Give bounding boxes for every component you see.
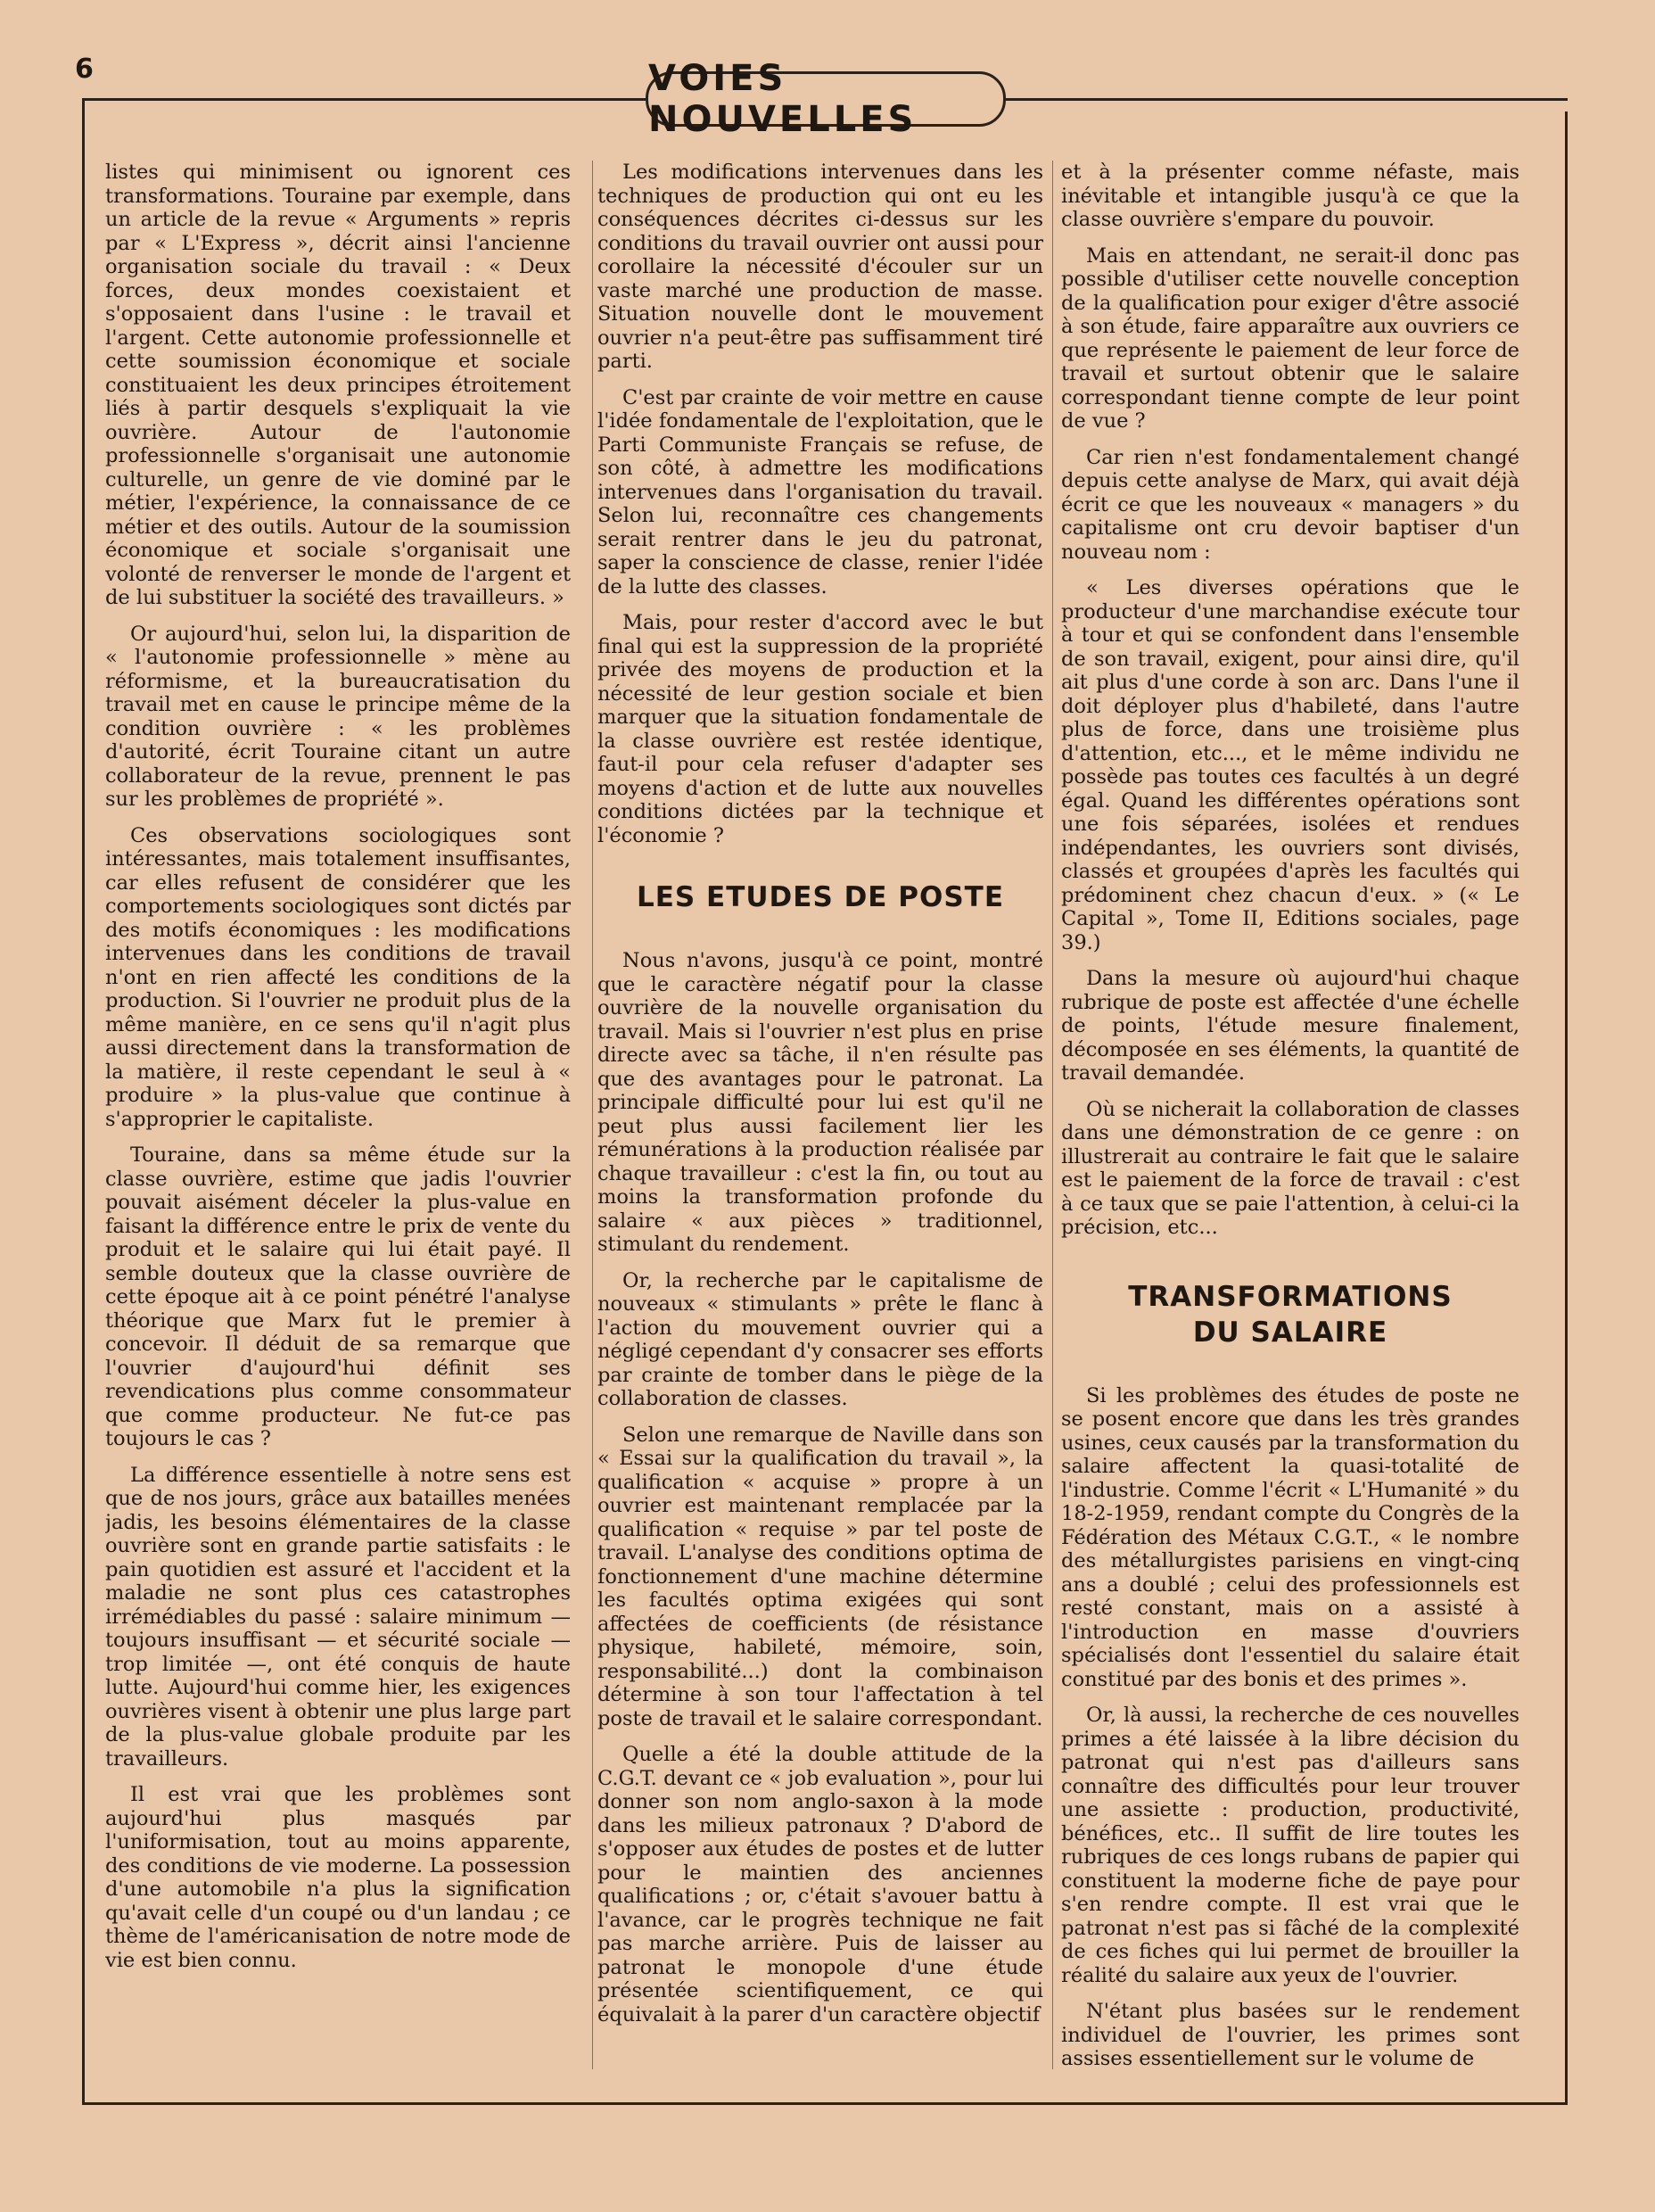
- paragraph: « Les diverses opérations que le producteur d'une marchandise exécute tour à tour et qui se confondent dans l'ensemble de son travail, exigent, pour ainsi dire, qu'il ait plus d'une corde à son arc. Dans l'une il doit déployer plus d'habileté, dans l'autre plus de force, dans une troisième plus d'attention, etc..., et le même individu ne possède pas toutes ces facultés à un degré égal. Quand les différentes opérations sont une fois séparées, isolées et rendues indépendantes, les ouvriers sont divisés, classés et groupées d'après les facultés qui prédominent chez chacun d'eux. » (« Le Capital », Tome II, Editions sociales, page 39.): [1061, 576, 1519, 954]
- section-heading: [1061, 1279, 1519, 1350]
- page-number: 6: [75, 54, 94, 85]
- paragraph: Or, la recherche par le capitalisme de nouveaux « stimulants » prête le flanc à l'action du mouvement ouvrier qui a négligé cependant d'y consacrer ses efforts par crainte de tomber dans le piège de la collaboration de classes.: [597, 1268, 1043, 1410]
- column-divider: [1052, 161, 1053, 2069]
- top-rule-right: [1006, 98, 1568, 101]
- section-heading-line: DU SALAIRE: [1192, 1316, 1388, 1349]
- frame-right-border: [1565, 111, 1568, 2105]
- paragraph: Si les problèmes des études de poste ne se posent encore que dans les très grandes usines, ceux causés par la transformation du salaire affectent la quasi-totalité de l'industrie. Comme l'écrit « L'Humanité » du 18-2-1959, rendant compte du Congrès de la Fédération des Métaux C.G.T., « le nombre des métallurgistes parisiens en vingt-cinq ans a doublé ; celui des professionnels est resté constant, mais on a assisté à l'introduction en masse d'ouvriers spécialisés dont l'essentiel du salaire était constitué par des bonis et des primes ».: [1061, 1383, 1519, 1691]
- masthead-title: VOIES NOUVELLES: [646, 71, 1006, 127]
- paragraph: Or, là aussi, la recherche de ces nouvelles primes a été laissée à la libre décision du patronat qui n'est pas d'ailleurs sans connaître des difficultés pour leur trouver une assiette : production, productivité, bénéfices, etc.. Il suffit de lire toutes les rubriques de ces longs rubans de papier qui constituent la moderne fiche de paye pour s'en rendre compte. Il est vrai que le patronat n'est pas si fâché de la complexité de ces fiches qui lui permet de brouiller la réalité du salaire aux yeux de l'ouvrier.: [1061, 1704, 1519, 1987]
- paragraph: Car rien n'est fondamentalement changé depuis cette analyse de Marx, qui avait déjà écrit ce que les nouveaux « managers » du capitalisme ont cru devoir baptiser d'un nouveau nom :: [1061, 445, 1519, 564]
- paragraph: Mais en attendant, ne serait-il donc pas possible d'utiliser cette nouvelle conception de la qualification pour exiger d'être associé à son étude, faire apparaître aux ouvriers ce que représente le paiement de leur force de travail et surtout obtenir que le salaire correspondant tienne compte de leur point de vue ?: [1061, 243, 1519, 433]
- paragraph: Nous n'avons, jusqu'à ce point, montré que le caractère négatif pour la classe ouvrière de la nouvelle organisation du travail. Mais si l'ouvrier n'est plus en prise directe avec sa tâche, il n'en résulte pas que des avantages pour le patronat. La principale difficulté pour lui est qu'il ne peut plus aussi facilement lier les rémunérations à la production réalisée par chaque travailleur : c'est la fin, ou tout au moins la transformation profonde du salaire « aux pièces » traditionnel, stimulant du rendement.: [597, 949, 1043, 1256]
- paragraph: C'est par crainte de voir mettre en cause l'idée fondamentale de l'exploitation, que le Parti Communiste Français se refuse, de son côté, à admettre les modifications intervenues dans l'organisation du travail. Selon lui, reconnaître ces changements serait rentrer dans le jeu du patronat, saper la conscience de classe, renier l'idée de la lutte des classes.: [597, 385, 1043, 598]
- article-column-2: [597, 161, 1043, 2069]
- section-heading: LES ETUDES DE POSTE: [637, 881, 1004, 913]
- article-column-1: [105, 161, 571, 2069]
- paragraph: listes qui minimisent ou ignorent ces transformations. Touraine par exemple, dans un article de la revue « Arguments » repris par « L'Express », décrit ainsi l'ancienne organisation sociale du travail : « Deux forces, deux mondes coexistaient et s'opposaient dans l'usine : le travail et l'argent. Cette autonomie professionnelle et cette soumission économique et sociale constituaient les deux principes étroitement liés à partir desquels s'expliquait la vie ouvrière. Autour de l'autonomie professionnelle s'organisait une autonomie culturelle, un genre de vie dominé par le métier, l'expérience, la connaissance de ce métier et des outils. Autour de la soumission économique et sociale s'organisait une volonté de renverser le monde de l'argent et de lui substituer la société des travailleurs. »: [105, 161, 571, 609]
- frame-bottom-border: [82, 2102, 1568, 2105]
- paragraph: Or aujourd'hui, selon lui, la disparition de « l'autonomie professionnelle » mène au réformisme, et la bureaucratisation du travail met en cause le principe même de la condition ouvrière : « les problèmes d'autorité, écrit Touraine citant un autre collaborateur de la revue, prennent le pas sur les problèmes de propriété ».: [105, 622, 571, 811]
- paragraph: Dans la mesure où aujourd'hui chaque rubrique de poste est affectée d'une échelle de points, l'étude mesure finalement, décomposée en ses éléments, la quantité de travail demandée.: [1061, 967, 1519, 1085]
- paragraph: N'étant plus basées sur le rendement individuel de l'ouvrier, les primes sont assises essentiellement sur le volume de: [1061, 2000, 1519, 2069]
- article-column-3: [1061, 161, 1519, 2069]
- paragraph: Les modifications intervenues dans les techniques de production qui ont eu les conséquences décrites ci-dessus sur les conditions du travail ouvrier ont aussi pour corollaire la nécessité d'écouler sur un vaste marché une production de masse. Situation nouvelle dont le mouvement ouvrier n'a peut-être pas suffisamment tiré parti.: [597, 161, 1043, 373]
- paragraph: Quelle a été la double attitude de la C.G.T. devant ce « job evaluation », pour lui donner son nom anglo-saxon à la mode dans les milieux patronaux ? D'abord de s'opposer aux études de postes et de lutter pour le maintien des anciennes qualifications ; or, c'était s'avouer battu à l'avance, car le progrès technique ne fait pas marche arrière. Puis de laisser au patronat le monopole d'une étude présentée scientifiquement, ce qui équivalait à la parer d'un caractère objectif: [597, 1743, 1043, 2026]
- paragraph: Où se nicherait la collaboration de classes dans une démonstration de ce genre : on illustrerait au contraire le fait que le salaire est le paiement de la force de travail : c'est à ce taux que se paie l'attention, à celui-ci la précision, etc...: [1061, 1097, 1519, 1239]
- paragraph: Il est vrai que les problèmes sont aujourd'hui plus masqués par l'uniformisation, tout au moins apparente, des conditions de vie moderne. La possession d'une automobile n'a plus la signification qu'avait celle d'un coupé ou d'un landau ; ce thème de l'américanisation de notre mode de vie est bien connu.: [105, 1783, 571, 1972]
- paragraph: Touraine, dans sa même étude sur la classe ouvrière, estime que jadis l'ouvrier pouvait aisément déceler la plus-value en faisant la différence entre le prix de vente du produit et le salaire qui lui était payé. Il semble douteux que la classe ouvrière de cette époque ait à ce point pénétré l'analyse théorique que Marx fut le premier à concevoir. Il déduit de sa remarque que l'ouvrier d'aujourd'hui définit ses revendications plus comme consommateur que comme producteur. Ne fut-ce pas toujours le cas ?: [105, 1143, 571, 1450]
- paragraph: Mais, pour rester d'accord avec le but final qui est la suppression de la propriété privée des moyens de production et la nécessité de leur gestion sociale et bien marquer que la situation fondamentale de la classe ouvrière est restée identique, faut-il pour cela refuser d'adapter ses moyens d'action et de lutte aux nouvelles conditions dictées par la technique et l'économie ?: [597, 611, 1043, 847]
- column-divider: [592, 161, 593, 2069]
- frame-left-border: [82, 98, 85, 2105]
- section-heading-line: TRANSFORMATIONS: [1128, 1280, 1453, 1313]
- top-rule-left: [82, 98, 646, 101]
- paragraph: Ces observations sociologiques sont intéressantes, mais totalement insuffisantes, car elles refusent de considérer que les comportements sociologiques sont dictés par des motifs économiques : les modifications intervenues dans les conditions de travail n'ont en rien affecté les conditions de la production. Si l'ouvrier ne produit plus de la même manière, en ce sens qu'il n'agit plus aussi directement dans la transformation de la matière, il reste cependant le seul à « produire » la plus-value que continue à s'approprier le capitaliste.: [105, 823, 571, 1131]
- paragraph: La différence essentielle à notre sens est que de nos jours, grâce aux batailles menées jadis, les besoins élémentaires de la classe ouvrière sont en grande partie satisfaits : le pain quotidien est assuré et l'accident et la maladie ne sont plus ces catastrophes irrémédiables du passé : salaire minimum — toujours insuffisant — et sécurité sociale — trop limitée —, ont été conquis de haute lutte. Aujourd'hui comme hier, les exigences ouvrières visent à obtenir une plus large part de la plus-value globale produite par les travailleurs.: [105, 1463, 571, 1770]
- paragraph: Selon une remarque de Naville dans son « Essai sur la qualification du travail », la qualification « acquise » propre à un ouvrier est maintenant remplacée par la qualification « requise » par tel poste de travail. L'analyse des conditions optima de fonctionnement d'une machine détermine les facultés optima exigées qui sont affectées de coefficients (de résistance physique, habileté, mémoire, soin, responsabilité...) dont la combinaison détermine à son tour l'affectation à tel poste de travail et le salaire correspondant.: [597, 1423, 1043, 1730]
- paragraph: et à la présenter comme néfaste, mais inévitable et intangible jusqu'à ce que la classe ouvrière s'empare du pouvoir.: [1061, 161, 1519, 231]
